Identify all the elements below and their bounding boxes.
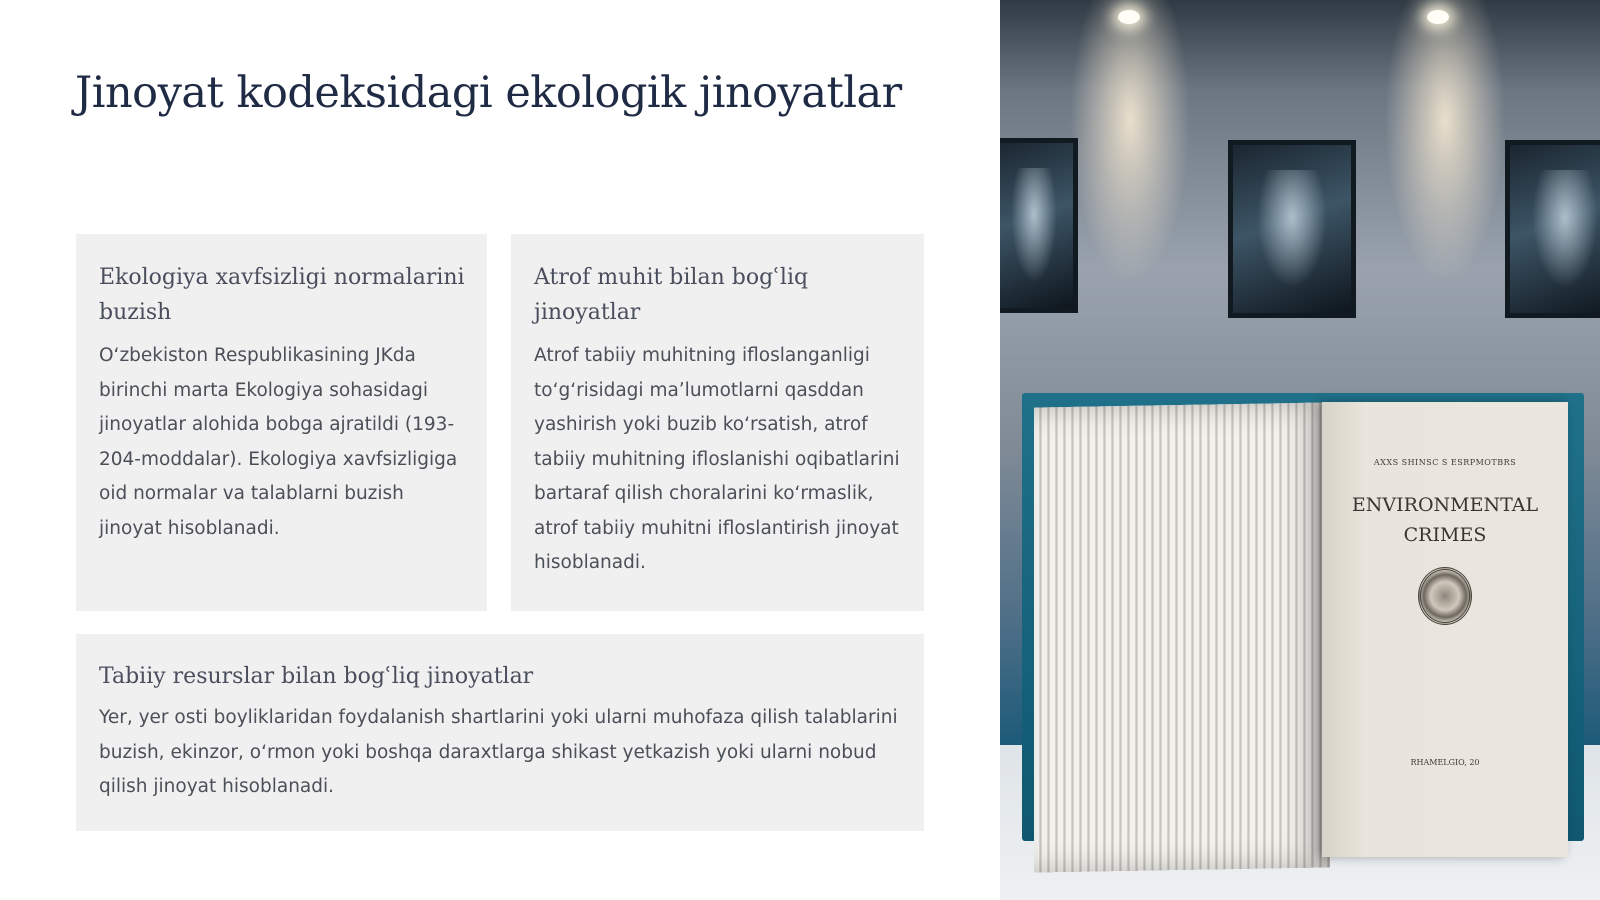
book-publisher: AXXS SHINSC S ESRPMOTBRS bbox=[1373, 458, 1517, 467]
book-title-page bbox=[1322, 402, 1568, 857]
card-text: Atrof tabiiy muhitning ifloslanganligi toʻgʻrisidagi maʼlumotlarni qasddan yashirish yoki buzib koʻrsatish, atrof tabiiy muhitning ifloslanishi oqibatlarini bartaraf qilish choralarini koʻrmaslik, atrof tabiiy muhitni ifloslantirish jinoyat hisoblanadi. bbox=[534, 345, 900, 573]
ceiling-light bbox=[1118, 10, 1140, 24]
wall-picture bbox=[1505, 140, 1600, 318]
wall-picture bbox=[1000, 138, 1078, 313]
card-natural-resources-crimes bbox=[76, 634, 924, 831]
card-text: Oʻzbekiston Respublikasining JKda birinchi marta Ekologiya sohasidagi jinoyatlar alohida bobga ajratildi (193-204-moddalar). Ekologiya xavfsizligiga oid normalar va talablarni buzish jinoyat hisoblanadi. bbox=[99, 345, 458, 539]
wall-picture bbox=[1228, 140, 1356, 318]
book-title: ENVIRONMENTAL CRIMES bbox=[1351, 494, 1539, 546]
card-text: Yer, yer osti boyliklaridan foydalanish shartlarini yoki ularni muhofaza qilish talablarini buzish, ekinzor, oʻrmon yoki boshqa daraxtlarga shikast yetkazish yoki ularni nobud qilish jinoyat hisoblanadi. bbox=[99, 707, 898, 797]
card-heading: Ekologiya xavfsizligi normalarini buzish bbox=[99, 265, 465, 325]
book-pages bbox=[1034, 402, 1330, 872]
slide-title: Jinoyat kodeksidagi ekologik jinoyatlar bbox=[75, 68, 902, 118]
book-footer: RHAMELGIO, 20 bbox=[1410, 758, 1480, 767]
book-photo bbox=[1000, 0, 1600, 900]
ceiling-light bbox=[1427, 10, 1449, 24]
card-environment-crimes bbox=[511, 234, 924, 611]
card-heading: Atrof muhit bilan bogʿliq jinoyatlar bbox=[534, 265, 809, 325]
card-ecology-safety bbox=[76, 234, 487, 611]
seal-icon bbox=[1418, 567, 1472, 625]
card-heading: Tabiiy resurslar bilan bogʿliq jinoyatlar bbox=[99, 664, 534, 689]
